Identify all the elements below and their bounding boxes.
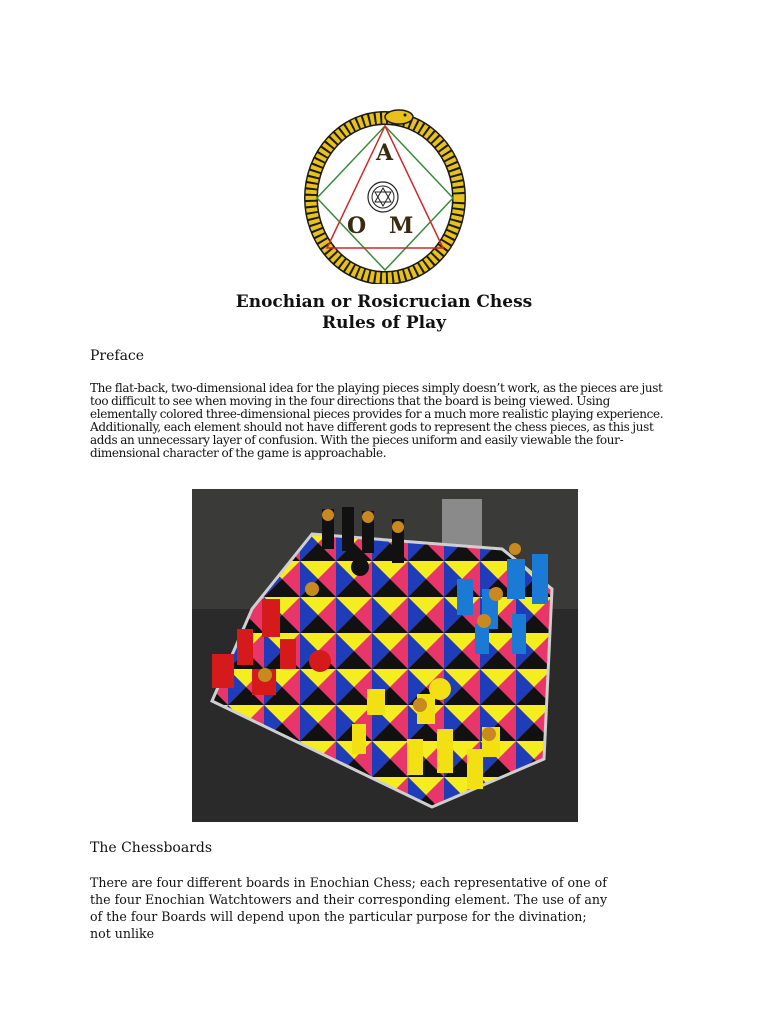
chessboard-photo-icon (192, 489, 578, 822)
chessboards-paragraph: There are four different boards in Enochian Chess; each representative of one of the four Enochian Watchtowers and their corresponding element. The use of any of the four Boards will depend upon the particular purpose for the divination; not unlike (90, 875, 608, 941)
document-subtitle: Rules of Play (322, 313, 446, 333)
preface-paragraph: The flat-back, two-dimensional idea for the playing pieces simply doesn’t work, as the pieces are just too difficult to see when moving in the four directions that the board is being viewed. Using elementally colored three-dimensional pieces provides for a much more realistic playing experience. Additionally, each element should not have different gods to represent the chess pieces, as this just adds an unnecessary layer of confusion. With the pieces uniform and easily viewable the four-dimensional character of the game is approachable. (90, 381, 664, 460)
logo-letter-a: A (376, 140, 394, 166)
logo-letter-o: O (347, 213, 367, 239)
ouroboros-seal-icon (303, 108, 467, 284)
preface-heading: Preface (90, 348, 145, 364)
logo-letter-m: M (389, 213, 414, 239)
chessboards-heading: The Chessboards (90, 840, 213, 856)
document-title: Enochian or Rosicrucian Chess (235, 292, 533, 312)
